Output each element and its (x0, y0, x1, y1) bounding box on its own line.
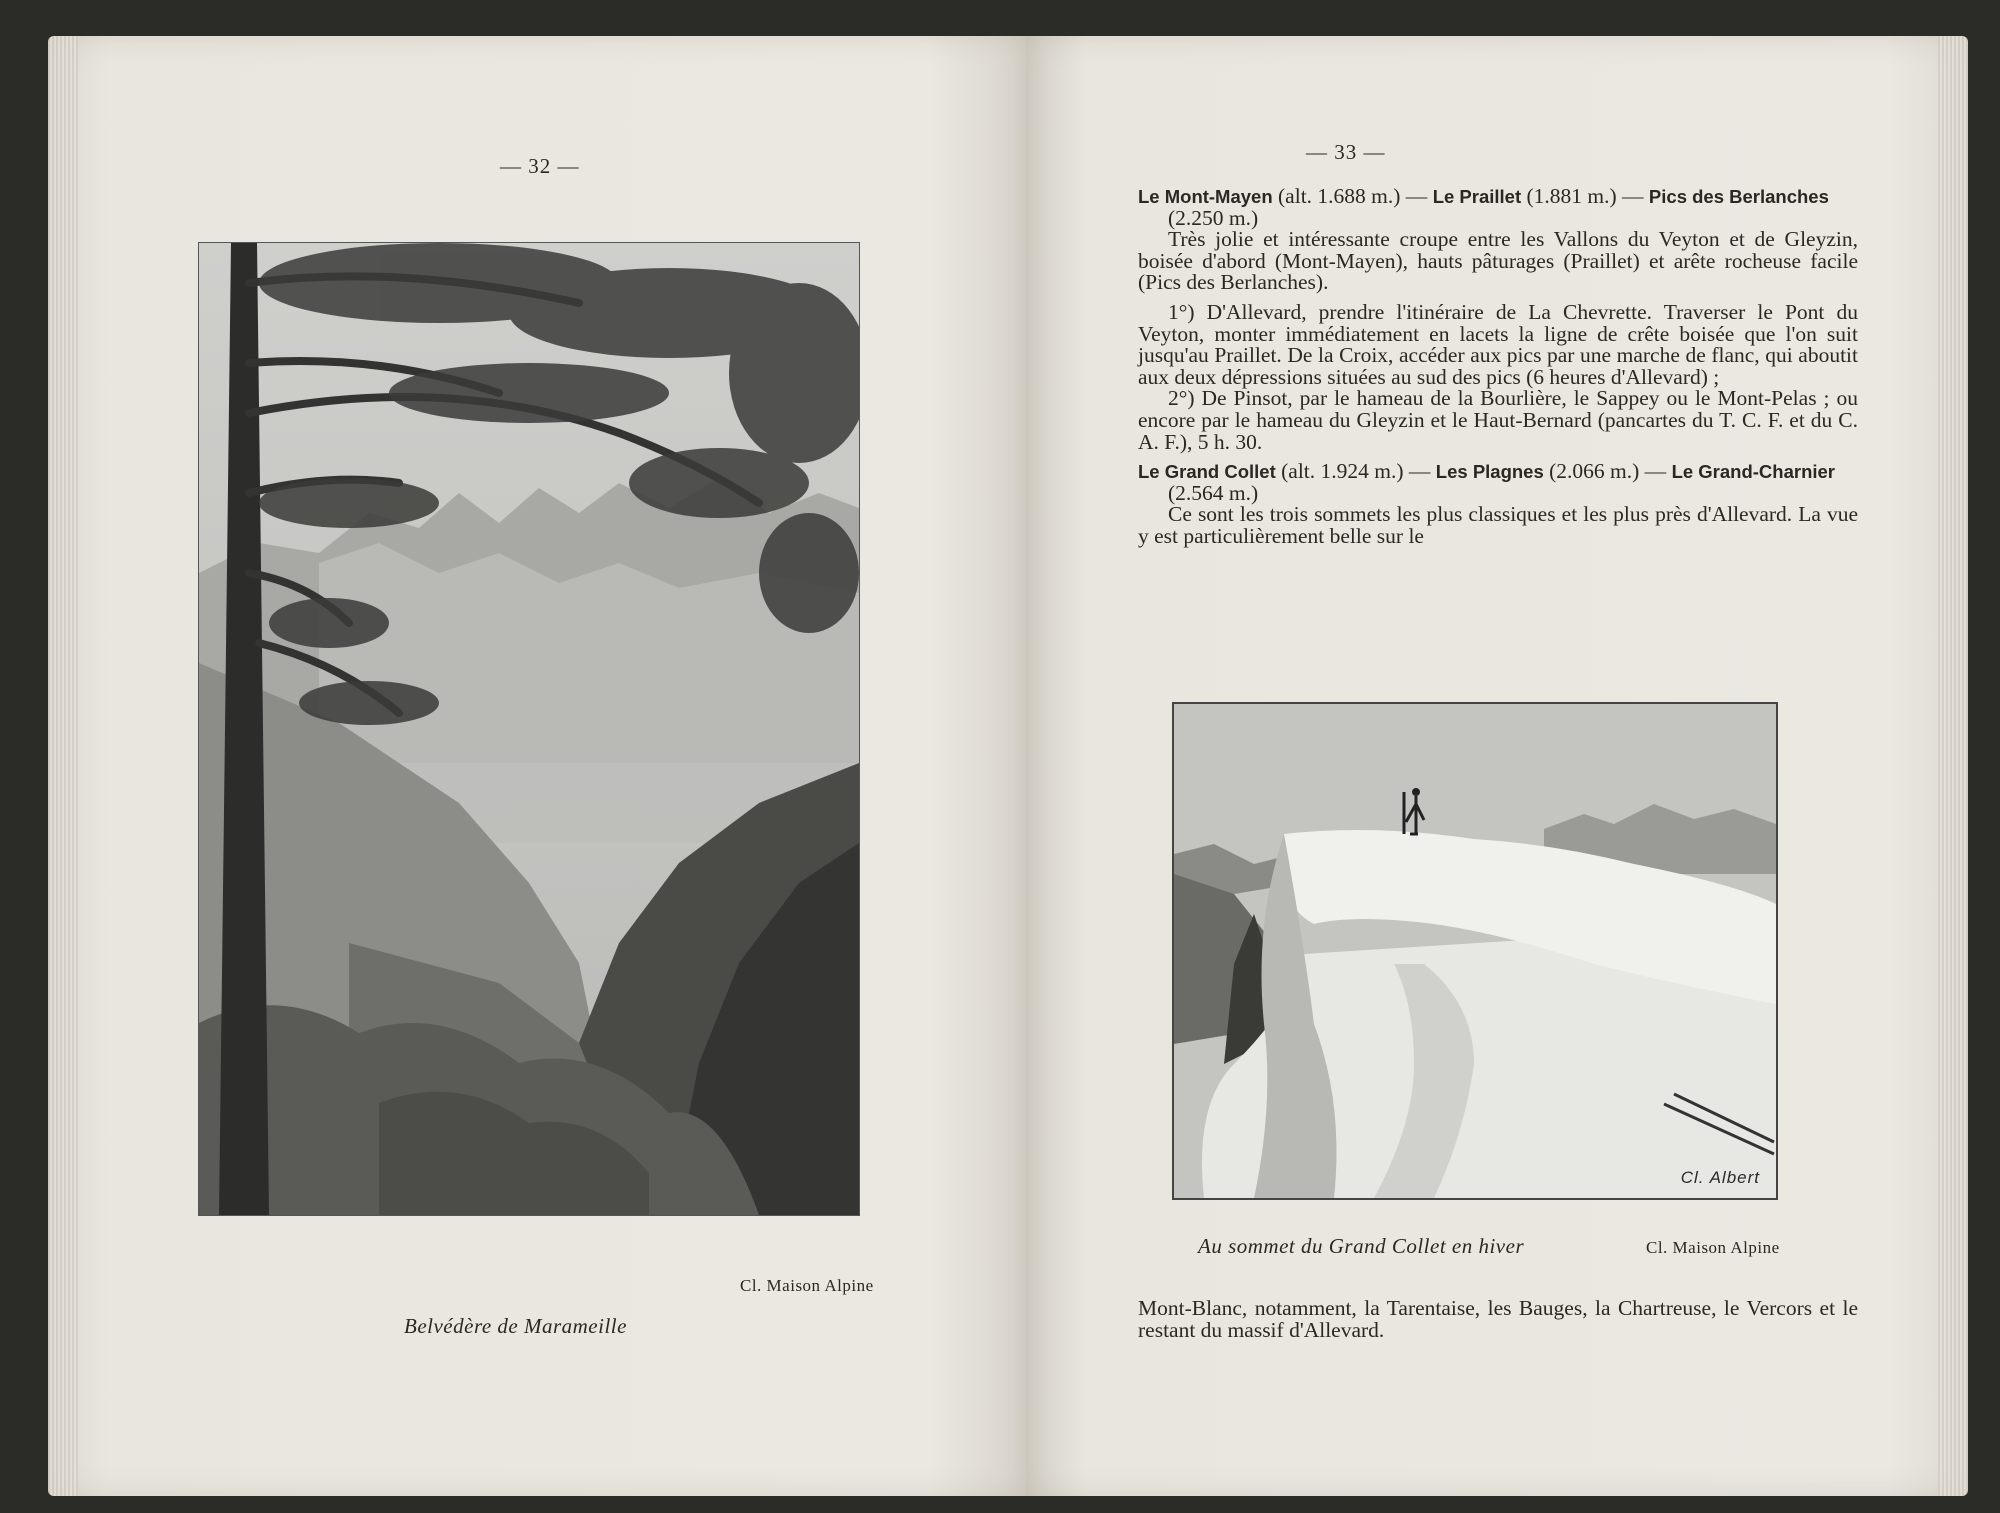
altitude: (alt. 1.924 m.) — (1275, 459, 1436, 484)
summit-name: Pics des Berlanches (1648, 186, 1829, 207)
entry-heading (1138, 186, 1858, 229)
altitude: (2.250 m.) (1168, 205, 1259, 230)
page-number: — 33 — (1306, 140, 1386, 164)
right-page (1026, 36, 1968, 1496)
photo-signature: Cl. Albert (1680, 1168, 1760, 1187)
summit-name: Le Grand Collet (1138, 461, 1276, 483)
page-edges (48, 36, 78, 1496)
photo-caption: Belvédère de Marameille (404, 1314, 627, 1338)
paragraph: 2°) De Pinsot, par le hameau de la Bourlière, le Sappey ou le Mont-Pelas ; ou encore par le hameau du Gleyzin et le Haut-Bernard (pancartes du T. C. F. et du C. A. F.), 5 h. 30. (1138, 386, 1858, 454)
snow-summit-photo (1172, 702, 1778, 1200)
body-text-upper (1138, 186, 1858, 548)
open-booklet (48, 36, 1968, 1496)
page-number: — 32 — (500, 154, 580, 178)
paragraph: Ce sont les trois sommets les plus classiques et les plus près d'Allevard. La vue y est particulièrement belle sur le (1138, 502, 1858, 548)
photo-caption: Au sommet du Grand Collet en hiver (1198, 1234, 1525, 1258)
summit-name: Les Plagnes (1435, 461, 1544, 483)
summit-name: Le Grand-Charnier (1671, 461, 1836, 483)
altitude: (1.881 m.) — (1521, 184, 1644, 208)
summit-name: Le Mont-Mayen (1138, 186, 1273, 207)
left-page (48, 36, 1026, 1496)
body-text-lower (1138, 1298, 1858, 1341)
page-edges (1938, 36, 1968, 1496)
entry-heading (1138, 461, 1858, 504)
paragraph: Mont-Blanc, notamment, la Tarentaise, les Bauges, la Chartreuse, le Vercors et le restant du massif d'Allevard. (1138, 1296, 1858, 1342)
photo-credit: Cl. Maison Alpine (1646, 1238, 1780, 1257)
photo-credit: Cl. Maison Alpine (740, 1276, 874, 1295)
paragraph: 1°) D'Allevard, prendre l'itinéraire de La Chevrette. Traverser le Pont du Veyton, monter immédiatement en lacets la ligne de crête boisée que l'on suit jusqu'au Praillet. De la Croix, accéder aux pics par une marche de flanc, qui aboutit aux deux dépressions situées au sud des pics (6 heures d'Allevard) ; (1138, 299, 1858, 389)
paragraph: Très jolie et intéressante croupe entre les Vallons du Veyton et de Gleyzin, boisée d'abord (Mont-Mayen), hauts pâturages (Praillet) et arête rocheuse facile (Pics des Berlanches). (1138, 227, 1858, 295)
altitude: (2.066 m.) — (1543, 459, 1667, 484)
mountain-valley-photo (198, 242, 860, 1216)
altitude: (alt. 1.688 m.) — (1272, 184, 1433, 208)
summit-name: Le Praillet (1432, 186, 1522, 207)
altitude: (2.564 m.) (1168, 480, 1259, 505)
